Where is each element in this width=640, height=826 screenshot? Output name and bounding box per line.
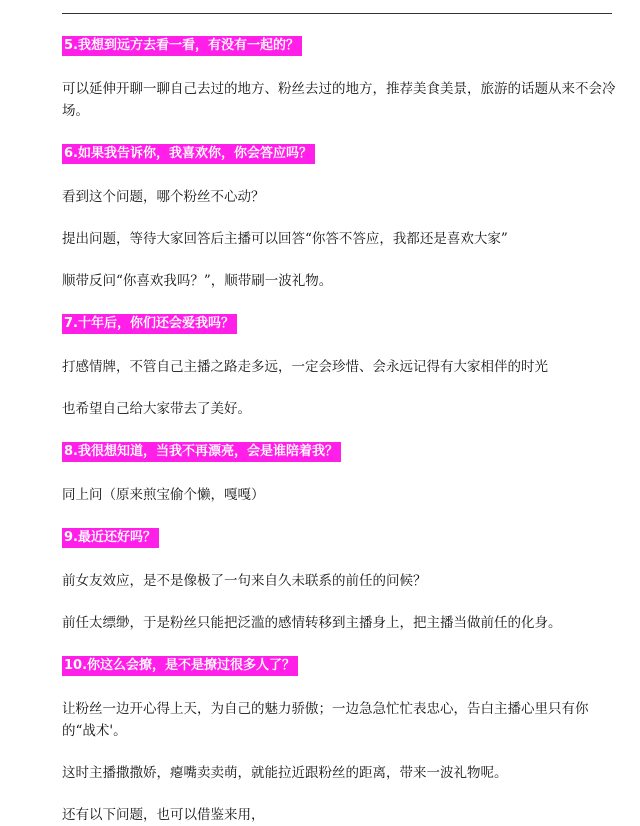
answer-paragraph: 打感情牌，不管自己主播之路走多远，一定会珍惜、会永远记得有大家相伴的时光 — [62, 359, 548, 375]
answer-paragraph: 这时主播撒撒娇，瘪嘴卖卖萌，就能拉近跟粉丝的距离，带来一波礼物呢。 — [62, 765, 508, 781]
document-body — [62, 34, 618, 826]
answer-paragraph: 看到这个问题，哪个粉丝不心动？ — [62, 189, 265, 205]
question-heading: 9.最近还好吗？ — [62, 528, 159, 548]
answer-paragraph: 可以延伸开聊一聊自己去过的地方、粉丝去过的地方，推荐美食美景，旅游的话题从来不会冷场。 — [62, 81, 616, 119]
question-heading: 7.十年后，你们还会爱我吗？ — [62, 314, 237, 334]
answer-paragraph: 让粉丝一边开心得上天，为自己的魅力骄傲；一边急急忙忙表忠心，告白主播心里只有你的“战术'。 — [62, 701, 589, 739]
question-heading: 5.我想到远方去看一看，有没有一起的？ — [62, 36, 302, 56]
answer-paragraph: 还有以下问题，也可以借鉴来用， — [62, 807, 265, 823]
answer-paragraph: 前任太缥缈，于是粉丝只能把泛滥的感情转移到主播身上，把主播当做前任的化身。 — [62, 615, 562, 631]
answer-paragraph: 同上问（原来煎宝偷个懒，嘎嘎） — [62, 487, 265, 503]
question-heading: 10.你这么会撩，是不是撩过很多人了？ — [62, 656, 298, 676]
top-rule — [62, 13, 612, 14]
answer-paragraph: 顺带反问“你喜欢我吗？”，顺带刷一波礼物。 — [62, 273, 333, 289]
answer-paragraph: 前女友效应，是不是像极了一句来自久未联系的前任的问候？ — [62, 573, 427, 589]
answer-paragraph: 也希望自己给大家带去了美好。 — [62, 401, 251, 417]
question-heading: 6.如果我告诉你，我喜欢你，你会答应吗？ — [62, 144, 315, 164]
question-heading: 8.我很想知道，当我不再漂亮，会是谁陪着我？ — [62, 442, 341, 462]
answer-paragraph: 提出问题，等待大家回答后主播可以回答“你答不答应，我都还是喜欢大家” — [62, 231, 508, 247]
